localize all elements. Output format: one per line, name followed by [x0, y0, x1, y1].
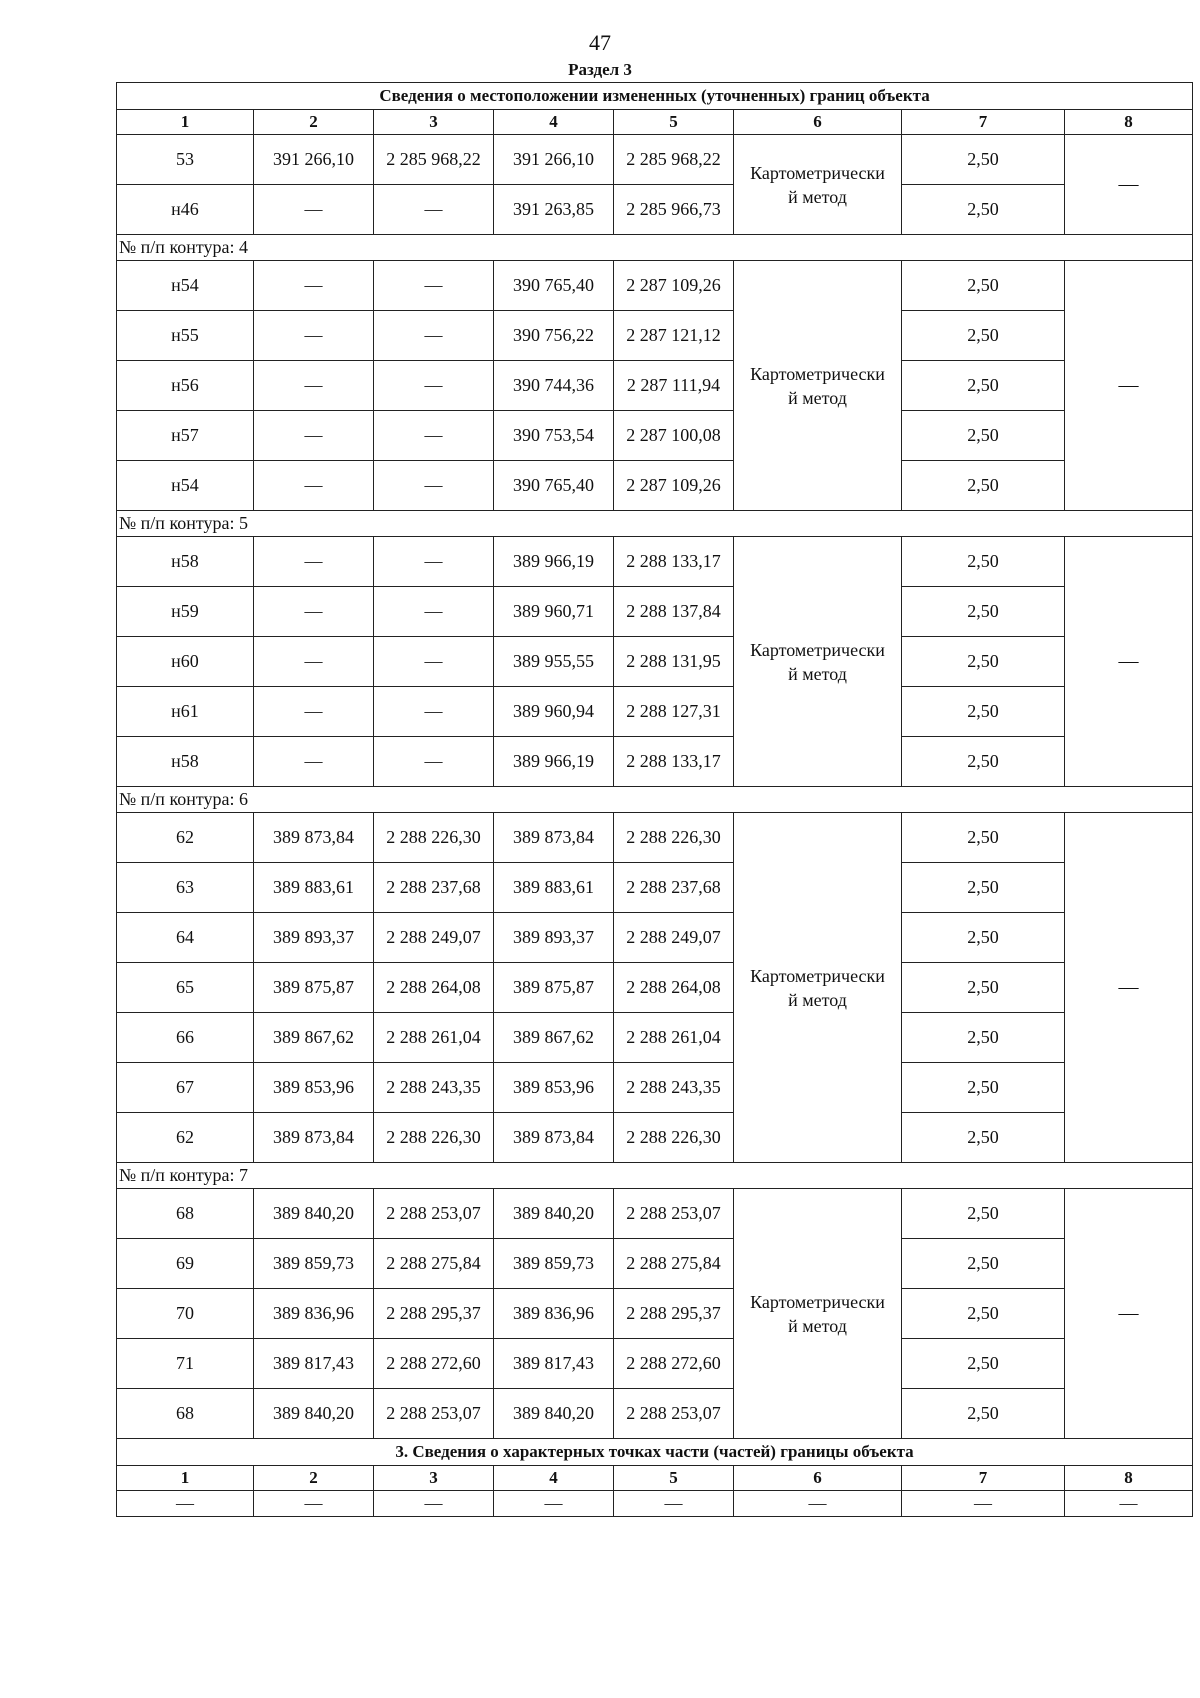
contour-label-row	[117, 787, 1193, 813]
method-line-1: Картометрически	[750, 162, 885, 183]
parts-cell-7: —	[902, 1491, 1065, 1517]
parts-cell-2: —	[254, 1491, 374, 1517]
description-cell: —	[1065, 1189, 1193, 1439]
old-y-cell: —	[374, 461, 494, 511]
old-y-cell: —	[374, 311, 494, 361]
new-y-cell: 2 288 137,84	[614, 587, 734, 637]
old-y-cell: 2 288 237,68	[374, 863, 494, 913]
accuracy-cell: 2,50	[902, 461, 1065, 511]
old-x-cell: 389 840,20	[254, 1189, 374, 1239]
old-x-cell: —	[254, 185, 374, 235]
parts-header-3: 3	[374, 1466, 494, 1491]
new-x-cell: 389 859,73	[494, 1239, 614, 1289]
point-number-cell: н56	[117, 361, 254, 411]
new-y-cell: 2 288 261,04	[614, 1013, 734, 1063]
old-y-cell: 2 288 272,60	[374, 1339, 494, 1389]
new-x-cell: 389 817,43	[494, 1339, 614, 1389]
new-y-cell: 2 287 100,08	[614, 411, 734, 461]
old-x-cell: 389 840,20	[254, 1389, 374, 1439]
point-number-cell: 68	[117, 1389, 254, 1439]
contour-label-row	[117, 235, 1193, 261]
old-x-cell: 389 875,87	[254, 963, 374, 1013]
old-x-cell: —	[254, 587, 374, 637]
accuracy-cell: 2,50	[902, 537, 1065, 587]
point-number-cell: н54	[117, 461, 254, 511]
old-x-cell: —	[254, 411, 374, 461]
page-number: 47	[589, 30, 611, 55]
old-y-cell: —	[374, 261, 494, 311]
method-line-2: й метод	[788, 387, 847, 408]
column-header-1: 1	[117, 110, 254, 135]
new-y-cell: 2 288 226,30	[614, 1113, 734, 1163]
description-cell: —	[1065, 537, 1193, 787]
old-y-cell: —	[374, 587, 494, 637]
point-number-cell: 68	[117, 1189, 254, 1239]
old-y-cell: 2 288 275,84	[374, 1239, 494, 1289]
point-number-cell: н58	[117, 537, 254, 587]
point-number-cell: 66	[117, 1013, 254, 1063]
accuracy-cell: 2,50	[902, 1013, 1065, 1063]
table-row	[117, 913, 1193, 963]
method-line-1: Картометрически	[750, 363, 885, 384]
old-x-cell: 389 873,84	[254, 813, 374, 863]
old-y-cell: 2 288 249,07	[374, 913, 494, 963]
description-cell: —	[1065, 135, 1193, 235]
column-header-3: 3	[374, 110, 494, 135]
new-y-cell: 2 288 295,37	[614, 1289, 734, 1339]
accuracy-cell: 2,50	[902, 1189, 1065, 1239]
table-caption: Сведения о местоположении измененных (уточненных) границ объекта	[117, 83, 1193, 110]
old-x-cell: —	[254, 261, 374, 311]
method-cell	[734, 537, 902, 787]
old-y-cell: —	[374, 637, 494, 687]
old-y-cell: 2 288 243,35	[374, 1063, 494, 1113]
old-y-cell: —	[374, 737, 494, 787]
old-y-cell: 2 288 226,30	[374, 813, 494, 863]
new-x-cell: 389 883,61	[494, 863, 614, 913]
old-x-cell: —	[254, 461, 374, 511]
old-x-cell: 389 883,61	[254, 863, 374, 913]
accuracy-cell: 2,50	[902, 1113, 1065, 1163]
new-x-cell: 391 263,85	[494, 185, 614, 235]
method-line-2: й метод	[788, 1315, 847, 1336]
point-number-cell: 63	[117, 863, 254, 913]
new-x-cell: 389 960,94	[494, 687, 614, 737]
accuracy-cell: 2,50	[902, 587, 1065, 637]
column-header-4: 4	[494, 110, 614, 135]
parts-empty-row	[117, 1491, 1193, 1517]
point-number-cell: н60	[117, 637, 254, 687]
contour-label-row	[117, 1163, 1193, 1189]
new-y-cell: 2 288 249,07	[614, 913, 734, 963]
table-row	[117, 1013, 1193, 1063]
old-y-cell: 2 288 261,04	[374, 1013, 494, 1063]
table-row	[117, 1063, 1193, 1113]
point-number-cell: 65	[117, 963, 254, 1013]
method-cell	[734, 813, 902, 1163]
table-row	[117, 737, 1193, 787]
method-cell	[734, 135, 902, 235]
section-title: Раздел 3	[568, 60, 632, 79]
accuracy-cell: 2,50	[902, 737, 1065, 787]
old-x-cell: 389 836,96	[254, 1289, 374, 1339]
table-caption-row	[117, 83, 1193, 110]
parts-header-4: 4	[494, 1466, 614, 1491]
new-y-cell: 2 288 127,31	[614, 687, 734, 737]
column-header-row	[117, 110, 1193, 135]
table-row	[117, 461, 1193, 511]
new-x-cell: 389 960,71	[494, 587, 614, 637]
old-y-cell: 2 288 253,07	[374, 1189, 494, 1239]
new-x-cell: 390 765,40	[494, 261, 614, 311]
accuracy-cell: 2,50	[902, 311, 1065, 361]
parts-header-5: 5	[614, 1466, 734, 1491]
new-y-cell: 2 287 121,12	[614, 311, 734, 361]
table-row	[117, 135, 1193, 185]
accuracy-cell: 2,50	[902, 637, 1065, 687]
accuracy-cell: 2,50	[902, 261, 1065, 311]
new-y-cell: 2 288 131,95	[614, 637, 734, 687]
method-line-1: Картометрически	[750, 965, 885, 986]
accuracy-cell: 2,50	[902, 963, 1065, 1013]
new-y-cell: 2 288 237,68	[614, 863, 734, 913]
accuracy-cell: 2,50	[902, 1339, 1065, 1389]
new-x-cell: 389 840,20	[494, 1189, 614, 1239]
accuracy-cell: 2,50	[902, 1289, 1065, 1339]
point-number-cell: н61	[117, 687, 254, 737]
column-header-5: 5	[614, 110, 734, 135]
column-header-2: 2	[254, 110, 374, 135]
new-y-cell: 2 288 275,84	[614, 1239, 734, 1289]
new-y-cell: 2 285 968,22	[614, 135, 734, 185]
old-x-cell: 389 817,43	[254, 1339, 374, 1389]
accuracy-cell: 2,50	[902, 1389, 1065, 1439]
new-y-cell: 2 285 966,73	[614, 185, 734, 235]
column-header-6: 6	[734, 110, 902, 135]
table-row	[117, 1389, 1193, 1439]
old-y-cell: —	[374, 411, 494, 461]
new-x-cell: 389 955,55	[494, 637, 614, 687]
new-y-cell: 2 288 133,17	[614, 737, 734, 787]
parts-cell-4: —	[494, 1491, 614, 1517]
new-x-cell: 389 873,84	[494, 1113, 614, 1163]
contour-label: № п/п контура: 6	[117, 787, 1193, 813]
parts-header-8: 8	[1065, 1466, 1193, 1491]
old-x-cell: —	[254, 687, 374, 737]
new-x-cell: 389 966,19	[494, 737, 614, 787]
column-header-8: 8	[1065, 110, 1193, 135]
table-row	[117, 587, 1193, 637]
point-number-cell: 70	[117, 1289, 254, 1339]
point-number-cell: 62	[117, 813, 254, 863]
point-number-cell: 53	[117, 135, 254, 185]
table-row	[117, 687, 1193, 737]
table-row	[117, 1113, 1193, 1163]
accuracy-cell: 2,50	[902, 813, 1065, 863]
contour-label: № п/п контура: 7	[117, 1163, 1193, 1189]
new-y-cell: 2 288 243,35	[614, 1063, 734, 1113]
method-line-2: й метод	[788, 989, 847, 1010]
table-row	[117, 1189, 1193, 1239]
old-x-cell: —	[254, 311, 374, 361]
new-x-cell: 390 765,40	[494, 461, 614, 511]
new-y-cell: 2 288 272,60	[614, 1339, 734, 1389]
old-x-cell: 391 266,10	[254, 135, 374, 185]
point-number-cell: 67	[117, 1063, 254, 1113]
method-line-2: й метод	[788, 663, 847, 684]
old-y-cell: 2 288 264,08	[374, 963, 494, 1013]
old-y-cell: —	[374, 687, 494, 737]
point-number-cell: н55	[117, 311, 254, 361]
accuracy-cell: 2,50	[902, 135, 1065, 185]
point-number-cell: 64	[117, 913, 254, 963]
old-y-cell: 2 288 253,07	[374, 1389, 494, 1439]
new-y-cell: 2 287 111,94	[614, 361, 734, 411]
table-row	[117, 185, 1193, 235]
new-x-cell: 389 873,84	[494, 813, 614, 863]
parts-header-6: 6	[734, 1466, 902, 1491]
old-x-cell: —	[254, 737, 374, 787]
new-x-cell: 389 867,62	[494, 1013, 614, 1063]
table-row	[117, 537, 1193, 587]
table-row	[117, 637, 1193, 687]
old-x-cell: 389 853,96	[254, 1063, 374, 1113]
new-x-cell: 389 875,87	[494, 963, 614, 1013]
table-row	[117, 261, 1193, 311]
accuracy-cell: 2,50	[902, 1063, 1065, 1113]
parts-header-row	[117, 1466, 1193, 1491]
point-number-cell: н46	[117, 185, 254, 235]
new-x-cell: 389 836,96	[494, 1289, 614, 1339]
parts-cell-5: —	[614, 1491, 734, 1517]
new-x-cell: 389 893,37	[494, 913, 614, 963]
table-row	[117, 863, 1193, 913]
accuracy-cell: 2,50	[902, 913, 1065, 963]
contour-label-row	[117, 511, 1193, 537]
old-x-cell: 389 867,62	[254, 1013, 374, 1063]
table-row	[117, 963, 1193, 1013]
parts-header-1: 1	[117, 1466, 254, 1491]
parts-cell-8: —	[1065, 1491, 1193, 1517]
old-x-cell: 389 873,84	[254, 1113, 374, 1163]
parts-header-7: 7	[902, 1466, 1065, 1491]
new-y-cell: 2 288 264,08	[614, 963, 734, 1013]
old-y-cell: 2 288 295,37	[374, 1289, 494, 1339]
table-row	[117, 361, 1193, 411]
table-row	[117, 1239, 1193, 1289]
new-y-cell: 2 288 253,07	[614, 1389, 734, 1439]
new-x-cell: 390 756,22	[494, 311, 614, 361]
old-x-cell: 389 859,73	[254, 1239, 374, 1289]
description-cell: —	[1065, 813, 1193, 1163]
parts-cell-6: —	[734, 1491, 902, 1517]
method-line-1: Картометрически	[750, 639, 885, 660]
parts-cell-1: —	[117, 1491, 254, 1517]
accuracy-cell: 2,50	[902, 687, 1065, 737]
old-y-cell: —	[374, 361, 494, 411]
new-x-cell: 391 266,10	[494, 135, 614, 185]
point-number-cell: 62	[117, 1113, 254, 1163]
method-line-1: Картометрически	[750, 1291, 885, 1312]
coordinates-table	[116, 82, 1193, 1517]
point-number-cell: 69	[117, 1239, 254, 1289]
new-x-cell: 389 966,19	[494, 537, 614, 587]
old-x-cell: 389 893,37	[254, 913, 374, 963]
new-y-cell: 2 288 253,07	[614, 1189, 734, 1239]
parts-header-2: 2	[254, 1466, 374, 1491]
accuracy-cell: 2,50	[902, 411, 1065, 461]
method-line-2: й метод	[788, 186, 847, 207]
new-y-cell: 2 288 226,30	[614, 813, 734, 863]
parts-caption: 3. Сведения о характерных точках части (частей) границы объекта	[117, 1439, 1193, 1466]
new-x-cell: 389 840,20	[494, 1389, 614, 1439]
point-number-cell: 71	[117, 1339, 254, 1389]
table-row	[117, 813, 1193, 863]
old-x-cell: —	[254, 637, 374, 687]
point-number-cell: н54	[117, 261, 254, 311]
accuracy-cell: 2,50	[902, 1239, 1065, 1289]
column-header-7: 7	[902, 110, 1065, 135]
parts-cell-3: —	[374, 1491, 494, 1517]
old-x-cell: —	[254, 361, 374, 411]
new-x-cell: 390 753,54	[494, 411, 614, 461]
point-number-cell: н59	[117, 587, 254, 637]
new-y-cell: 2 287 109,26	[614, 461, 734, 511]
old-y-cell: —	[374, 537, 494, 587]
description-cell: —	[1065, 261, 1193, 511]
contour-label: № п/п контура: 4	[117, 235, 1193, 261]
point-number-cell: н58	[117, 737, 254, 787]
point-number-cell: н57	[117, 411, 254, 461]
old-x-cell: —	[254, 537, 374, 587]
new-y-cell: 2 287 109,26	[614, 261, 734, 311]
parts-caption-row	[117, 1439, 1193, 1466]
table-row	[117, 411, 1193, 461]
new-y-cell: 2 288 133,17	[614, 537, 734, 587]
accuracy-cell: 2,50	[902, 361, 1065, 411]
method-cell	[734, 1189, 902, 1439]
new-x-cell: 390 744,36	[494, 361, 614, 411]
old-y-cell: 2 288 226,30	[374, 1113, 494, 1163]
table-row	[117, 1339, 1193, 1389]
old-y-cell: —	[374, 185, 494, 235]
new-x-cell: 389 853,96	[494, 1063, 614, 1113]
method-cell	[734, 261, 902, 511]
old-y-cell: 2 285 968,22	[374, 135, 494, 185]
contour-label: № п/п контура: 5	[117, 511, 1193, 537]
table-row	[117, 311, 1193, 361]
accuracy-cell: 2,50	[902, 863, 1065, 913]
accuracy-cell: 2,50	[902, 185, 1065, 235]
table-row	[117, 1289, 1193, 1339]
